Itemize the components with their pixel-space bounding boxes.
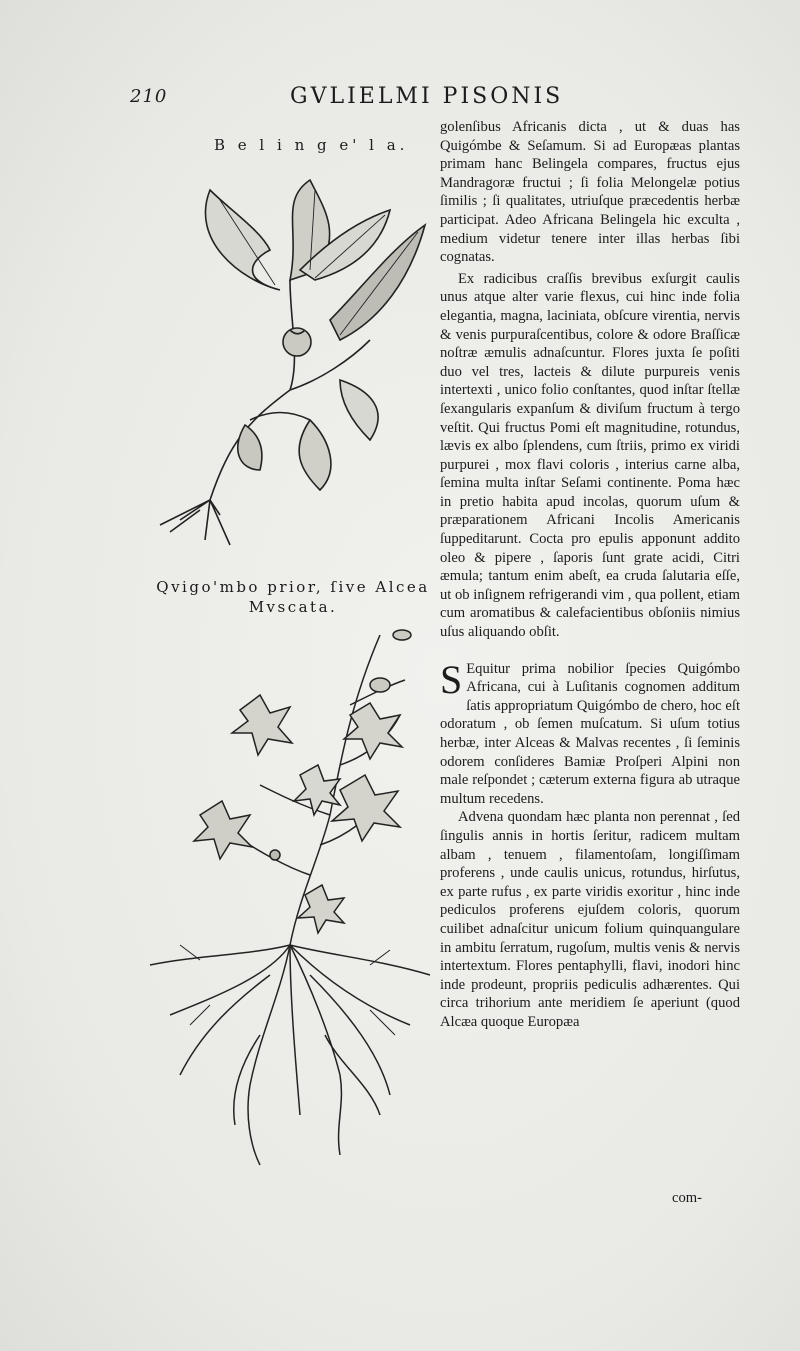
caption-belingela: B e l i n g e' l a. xyxy=(214,136,409,154)
quigombo-plant-illustration xyxy=(140,615,440,1175)
drop-cap: S xyxy=(440,656,463,702)
belingela-plant-illustration xyxy=(150,170,430,560)
page-header xyxy=(130,86,600,116)
paragraph-4: Advena quondam hæc planta non perennat , ſed ſingulis annis in hortis ſeritur, radicem multam albam , tenuem , filamentoſam, longiſſimam proferens , unde caulis unicus, rotundus, hirſutus, ex parte rufus , ex parte viridis exoritur , hinc inde pediculos proferens ejuſdem coloris, quorum cuilibet adnaſcitur unicum folium quinquangulare in ambitu ſerratum, rugoſum, multis venis & nervis intertextum. Flores pentaphylli, flavi, inodori hinc inde prodeunt, propriis pediculis adhærentes. Qui circa trihorium ante meridiem ſe aperiunt (quod Alcæa quoque Europæa xyxy=(440,809,740,1030)
catchword: com- xyxy=(672,1190,702,1206)
paragraph-3 xyxy=(440,656,740,809)
caption-quigombo-line2: Mvscata. xyxy=(248,598,338,616)
running-head: GVLIELMI PISONIS xyxy=(290,84,564,109)
page-number: 210 xyxy=(130,86,168,107)
paragraph-2: Ex radicibus craſſis brevibus exſurgit caulis unus atque alter varie flexus, cui hinc inde folia elegantia, magna, laciniata, obſcure virentia, nervis & venis purpuraſcentibus, colore & odore Braſſicæ noſtræ æmulis adnaſcuntur. Flores juxta ſe poſiti duo vel tres, lacteis & dilute purpureis venis intertexti , unico folio conſtantes, quod inſtar ſtellæ ſexangularis expanſum & diviſum fructum à tergo veſtit. Qui fructus Pomi eſt magnitudine, rotundus, lævis ex albo ſplendens, cum ſtriis, primo ex viridi purpurei , mox flavi coloris , interius carne alba, ſemina multa inſtar Seſami continente. Poma hæc in pretio habita apud incolas, quorum uſum & præparationem Africani Incolis Americanis ſuppeditarunt. Cocta pro epulis apponunt addito oleo & pipere , ſaporis ſunt grate acidi, Citri æmula; tantum enim abeſt, ea cruda ſalutaria eſſe, ut ob inſignem refrigerandi vim , qua pollent, etiam cum aromatibus & calefacientibus obſoniis nimius uſus aliquando obſit. xyxy=(440,270,740,641)
paragraph-3-text: Equitur prima nobilior ſpecies Quigómbo Africana, cui à Luſitanis cognomen additum ſatis appropriatum Quigómbo de chero, hoc eſt odoratum , ob ſemen muſcatum. Si uſum totius herbæ, inter Alceas & Malvas recentes , ſi ſeminis odorem conſideres Bamiæ Proſperi Alpini non male reſpondet ; cæterum externa figura ab utraque multum recedens. xyxy=(440,660,740,807)
main-text-column xyxy=(440,118,740,1032)
caption-quigombo-line1: Qvigo'mbo prior, ſive Alcea xyxy=(156,578,430,596)
paragraph-1: golenſibus Africanis dicta , ut & duas has Quigómbe & Seſamum. Si ad Europæas plantas primam hanc Belingela compares, fructus ejus Mandragoræ fructui ; ſi folia Melongelæ potius ſimilis ; ſi qualitates, utriuſque præcedentis herbæ participat. Adeo Africana Belingela hic exculta , medium videtur tenere inter illas herbas ſibi cognatas. xyxy=(440,119,740,266)
caption-quigombo xyxy=(148,577,438,617)
